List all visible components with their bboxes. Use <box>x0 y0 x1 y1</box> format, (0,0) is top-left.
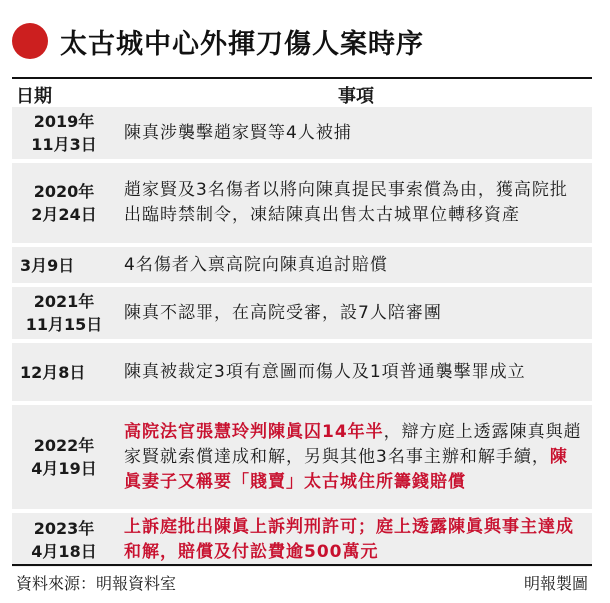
row-date-line: 11月15日 <box>25 315 103 334</box>
table-row <box>12 343 592 401</box>
row-date <box>12 405 116 509</box>
table-row <box>12 107 592 159</box>
row-date <box>12 163 116 243</box>
description-text: 陳真不認罪，在高院受審，設7人陪審團 <box>124 302 442 323</box>
source-note: 資料來源：明報資料室 <box>16 574 177 593</box>
row-date-line: 2019年 <box>33 112 95 131</box>
row-date-line: 4月18日 <box>31 542 97 561</box>
header-date: 日期 <box>16 86 52 107</box>
row-date <box>12 107 116 159</box>
description-text: ，辯方庭上透露陳真與趙家賢就索償達成和解，另與其他3名事主辦和解手續， <box>124 421 582 467</box>
row-date <box>12 343 124 401</box>
table-row <box>12 405 592 509</box>
row-date <box>12 287 116 339</box>
row-description <box>124 107 582 159</box>
row-date <box>12 247 124 283</box>
red-dot-icon <box>12 23 48 59</box>
row-description <box>124 343 582 401</box>
row-date-line: 2023年 <box>33 519 95 538</box>
row-date-line: 12月8日 <box>20 362 86 382</box>
row-date-line: 3月9日 <box>20 255 75 275</box>
table-header <box>12 77 592 109</box>
header-item: 事項 <box>338 86 374 107</box>
table-row <box>12 247 592 283</box>
row-description <box>124 405 582 509</box>
highlight-text: 陳眞妻子又稱要「賤賣」太古城住所籌錢賠償 <box>124 446 568 492</box>
row-date-line: 2020年 <box>33 182 95 201</box>
description-text: 陳真涉襲擊趙家賢等4人被捕 <box>124 122 352 143</box>
page-title: 太古城中心外揮刀傷人案時序 <box>60 28 424 60</box>
row-description <box>124 513 582 567</box>
description-text: 陳真被裁定3項有意圖而傷人及1項普通襲擊罪成立 <box>124 361 526 382</box>
table-row <box>12 287 592 339</box>
row-description <box>124 247 582 283</box>
footer <box>12 564 592 596</box>
description-text: 4名傷者入禀高院向陳真追討賠償 <box>124 254 388 275</box>
title-bar <box>12 13 424 69</box>
row-description <box>124 287 582 339</box>
row-date-line: 11月3日 <box>31 135 97 154</box>
row-date-line: 2021年 <box>33 292 95 311</box>
row-date <box>12 513 116 567</box>
highlight-text: 高院法官張慧玲判陳眞囚14年半 <box>124 421 384 442</box>
table-row <box>12 513 592 567</box>
row-date-line: 4月19日 <box>31 459 97 478</box>
description-text: 趙家賢及3名傷者以將向陳真提民事索償為由，獲高院批出臨時禁制令，凍結陳真出售太古城單位轉移資產 <box>124 180 568 225</box>
table-row <box>12 163 592 243</box>
row-description <box>124 163 582 243</box>
row-date-line: 2月24日 <box>31 205 97 224</box>
highlight-text: 上訴庭批出陳眞上訴判刑許可；庭上透露陳眞與事主達成和解，賠償及付訟費逾500萬元 <box>124 517 574 562</box>
row-date-line: 2022年 <box>33 436 95 455</box>
credit-note: 明報製圖 <box>523 574 588 593</box>
